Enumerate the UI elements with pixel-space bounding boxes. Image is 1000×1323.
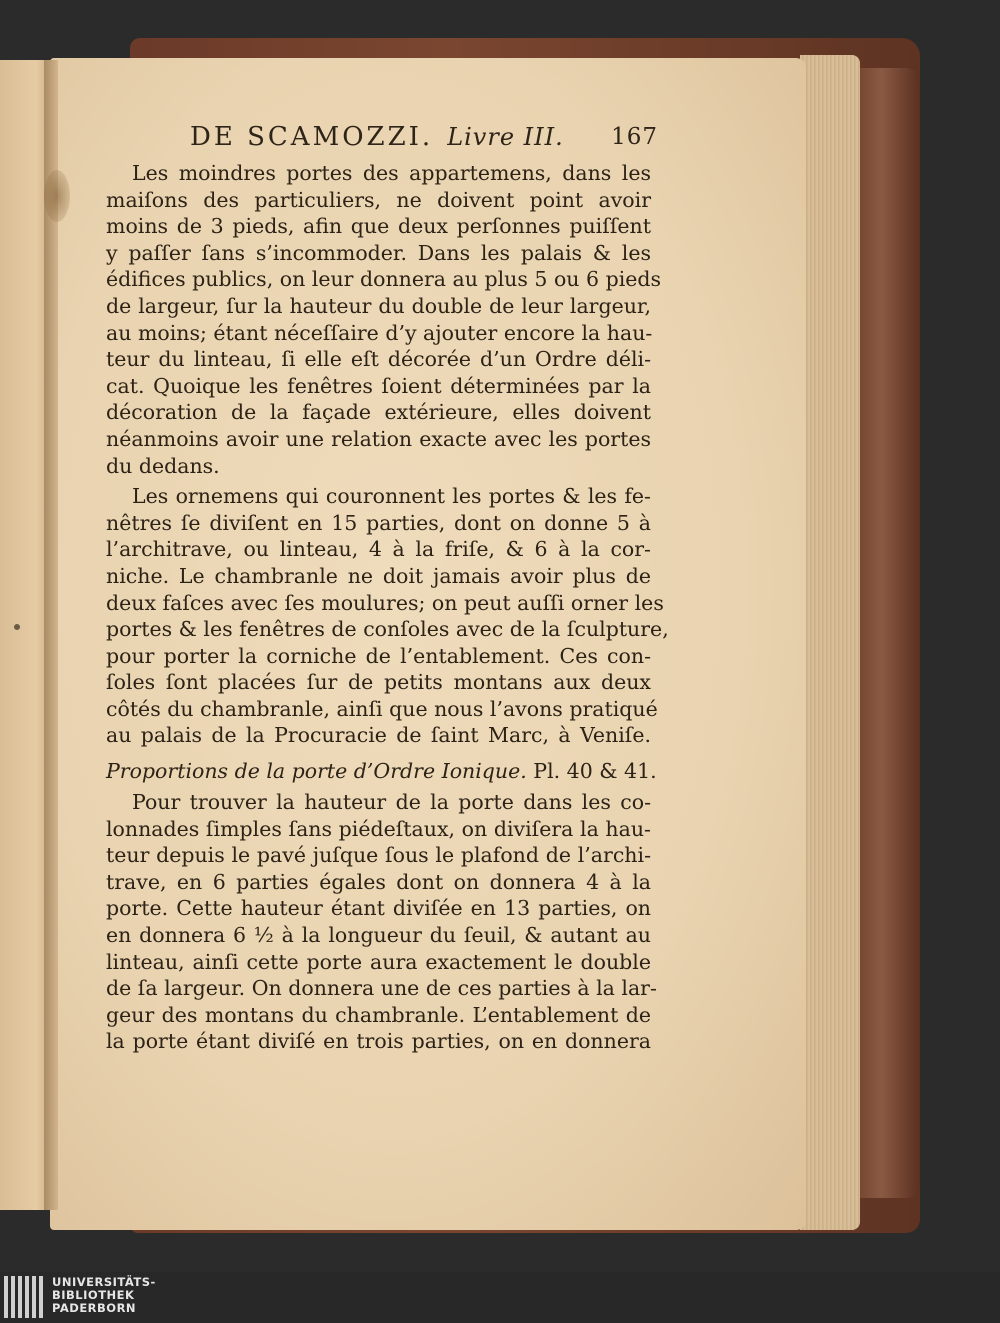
library-name-line: UNIVERSITÄTS-: [52, 1275, 156, 1289]
section-heading-title: Proportions de la porte d’Ordre Ionique.: [106, 759, 527, 784]
paragraph-1: [106, 160, 662, 479]
text-line: pour porter la corniche de l’entablement. Ces con-: [106, 643, 651, 668]
running-title-book: Livre III.: [447, 123, 564, 151]
text-line: geur des montans du chambranle. L’entablement de: [106, 1002, 651, 1027]
text-line: édifices publics, on leur donnera au plus 5 ou 6 pieds: [106, 267, 662, 292]
text-line: moins de 3 pieds, afin que deux perſonnes puiſſent: [106, 214, 651, 239]
text-line: teur depuis le pavé juſque ſous le plafond de l’archi-: [106, 843, 651, 868]
text-line: niche. Le chambranle ne doit jamais avoir plus de: [106, 563, 651, 588]
running-title-author: SCAMOZZI.: [247, 122, 434, 152]
library-footer: [0, 1272, 1000, 1323]
text-line: linteau, ainſi cette porte aura exactement le double: [106, 949, 651, 974]
text-line: l’architrave, ou linteau, 4 à la friſe, & 6 à la cor-: [106, 537, 651, 562]
text-line: côtés du chambranle, ainſi que nous l’avons pratiqué: [106, 696, 658, 721]
text-line: y paſſer ſans s’incommoder. Dans les palais & les: [106, 240, 651, 265]
text-line: Les ornemens qui couronnent les portes & les fe-: [132, 484, 651, 509]
library-name-line: BIBLIOTHEK: [52, 1288, 135, 1302]
body-text: [106, 160, 669, 1055]
text-line: ſoles ſont placées ſur de petits montans aux deux: [106, 670, 651, 695]
text-line: décoration de la façade extérieure, elles doivent: [106, 400, 651, 425]
text-line: au palais de la Procuracie de ſaint Marc, à Veniſe.: [106, 723, 651, 748]
paragraph-2: [106, 483, 669, 749]
ink-dot: [14, 624, 20, 630]
text-line: de largeur, ſur la hauteur du double de leur largeur,: [106, 293, 651, 318]
text-line: la porte étant diviſé en trois parties, on en donnera: [106, 1029, 651, 1054]
section-heading: [106, 753, 657, 789]
page-gutter: [44, 60, 58, 1210]
section-heading-plates: Pl. 40 & 41.: [526, 759, 657, 784]
running-title-prefix: DE: [190, 122, 248, 152]
text-line: cat. Quoique les fenêtres ſoient déterminées par la: [106, 373, 651, 398]
text-line: de ſa largeur. On donnera une de ces parties à la lar-: [106, 976, 657, 1001]
paragraph-3: [106, 789, 657, 1055]
text-line: trave, en 6 parties égales dont on donnera 4 à la: [106, 869, 651, 894]
text-line: nêtres ſe diviſent en 15 parties, dont on donne 5 à: [106, 510, 651, 535]
running-head: [190, 122, 658, 156]
text-line: du dedans.: [106, 453, 220, 478]
page-number: 167: [611, 124, 658, 150]
text-line: maiſons des particuliers, ne doivent point avoir: [106, 187, 651, 212]
text-line: deux faſces avec ſes moulures; on peut auſſi orner les: [106, 590, 664, 615]
text-line: au moins; étant néceſſaire d’y ajouter encore la hau-: [106, 320, 653, 345]
page-edges: [800, 55, 860, 1230]
text-line: porte. Cette hauteur étant diviſée en 13 parties, on: [106, 896, 651, 921]
library-logo-text: [52, 1276, 156, 1315]
text-line: Les moindres portes des appartemens, dans les: [132, 161, 651, 185]
text-line: lonnades ſimples ſans piédeſtaux, on diviſera la hau-: [106, 816, 651, 841]
text-line: teur du linteau, ſi elle eſt décorée d’un Ordre déli-: [106, 347, 651, 372]
page-stain: [44, 170, 70, 222]
running-title: [190, 122, 564, 152]
text-line: portes & les fenêtres de conſoles avec de la ſculpture,: [106, 617, 669, 642]
library-name-line: PADERBORN: [52, 1301, 137, 1315]
library-logo-icon: [4, 1276, 44, 1318]
text-line: en donnera 6 ½ à la longueur du ſeuil, & autant au: [106, 923, 651, 948]
text-line: Pour trouver la hauteur de la porte dans les co-: [132, 790, 651, 815]
text-line: néanmoins avoir une relation exacte avec les portes: [106, 426, 651, 451]
